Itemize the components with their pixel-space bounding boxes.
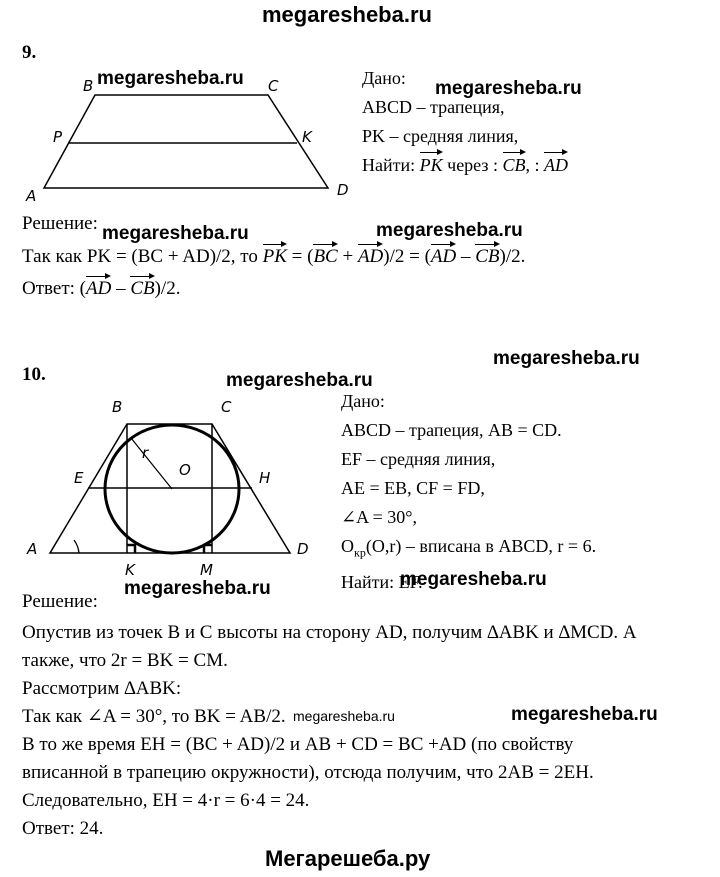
given-block-10: [341, 387, 596, 597]
label-c-9: C: [268, 77, 279, 95]
label-k-9: K: [302, 128, 312, 146]
vector-cb: CB: [475, 243, 499, 271]
solution-title-9: Решение:: [22, 213, 98, 234]
text: –: [111, 278, 131, 299]
given-line: ∠A = 30°,: [341, 507, 417, 527]
label-m-10: M: [200, 561, 213, 579]
footer-site-name: Мегарешеба.ру: [265, 846, 431, 871]
vector-pk: PK: [263, 243, 287, 271]
text: +: [337, 246, 358, 267]
watermark: megaresheba.ru: [293, 708, 395, 724]
text: Так как PK = (BC + AD)/2, то: [22, 246, 263, 267]
label-r-10: r: [142, 444, 149, 462]
given-line: ABCD – трапеция,: [362, 97, 505, 117]
text: = (: [286, 246, 314, 267]
given-line: PK – средняя линия,: [362, 126, 519, 146]
vector-pk: PK: [420, 151, 443, 180]
label-k-10: K: [125, 561, 135, 579]
given-line: [341, 532, 596, 568]
vector-cb: CB: [503, 151, 526, 180]
watermark: megaresheba.ru: [435, 78, 582, 99]
solution-line: В то же время EH = (BC + AD)/2 и AB + CD = BC +AD (по свойству: [22, 734, 574, 755]
find-line: Найти: EF.: [341, 571, 423, 592]
label-c-10: C: [221, 398, 232, 416]
solution-line: Ответ: 24.: [22, 818, 104, 839]
vector-ad: AD: [544, 151, 568, 180]
watermark: megaresheba.ru: [226, 370, 373, 391]
find-sep: , :: [525, 155, 545, 175]
text: Ответ: (: [22, 278, 86, 299]
given-line: ABCD – трапеция, AB = CD.: [341, 420, 562, 440]
vector-ad: AD: [86, 275, 111, 303]
watermark: megaresheba.ru: [102, 223, 249, 244]
text: )/2.: [154, 278, 181, 299]
given-title: Дано:: [362, 68, 406, 88]
text: (O,r) – вписана в ABCD, r = 6.: [365, 536, 597, 556]
watermark: megaresheba.ru: [511, 704, 658, 725]
text: –: [456, 246, 476, 267]
label-b-10: B: [112, 398, 123, 416]
watermark: megaresheba.ru: [97, 68, 244, 89]
label-b-9: B: [83, 77, 94, 95]
given-line: AE = EB, CF = FD,: [341, 478, 485, 498]
problem-9-number: 9.: [22, 42, 37, 63]
vector-ad: AD: [431, 243, 456, 271]
solution-title: Решение:: [22, 591, 98, 612]
label-e-10: E: [74, 469, 84, 487]
solution-line: Опустив из точек B и C высоты на сторону AD, получим ∆ABK и ∆MCD. А: [22, 622, 637, 643]
subscript: кр: [354, 545, 366, 560]
label-p-9: P: [53, 128, 63, 146]
text: )/2.: [499, 246, 526, 267]
watermark: megaresheba.ru: [376, 220, 523, 241]
solution-line: Так как ∠A = 30°, то BK = AB/2.: [22, 706, 286, 727]
find-prefix: Найти:: [362, 155, 420, 175]
label-h-10: H: [259, 469, 271, 487]
problem-10-number: 10.: [22, 364, 46, 385]
find-mid: через :: [442, 155, 503, 175]
vector-ad: AD: [358, 243, 383, 271]
given-title: Дано:: [341, 391, 385, 411]
text: )/2 = (: [383, 246, 431, 267]
watermark: megaresheba.ru: [400, 569, 547, 590]
vector-cb: CB: [130, 275, 154, 303]
watermark: megaresheba.ru: [493, 348, 640, 369]
solution-line: Рассмотрим ∆ABK:: [22, 678, 182, 699]
text: O: [341, 536, 354, 556]
vector-bc: BC: [313, 243, 337, 271]
watermark: megaresheba.ru: [124, 578, 271, 599]
solution-line: вписанной в трапецию окружности), отсюда получим, что 2AB = 2EH.: [22, 762, 594, 783]
solution-line: Следовательно, EH = 4·r = 6·4 = 24.: [22, 790, 310, 811]
given-line: EF – средняя линия,: [341, 449, 496, 469]
label-d-9: D: [337, 181, 349, 199]
label-o-10: O: [179, 461, 191, 479]
label-a-10: A: [27, 540, 38, 558]
solution-line: также, что 2r = BK = CM.: [22, 650, 228, 671]
header-site-name: megaresheba.ru: [262, 2, 432, 27]
label-d-10: D: [297, 540, 309, 558]
label-a-9: A: [26, 187, 37, 205]
